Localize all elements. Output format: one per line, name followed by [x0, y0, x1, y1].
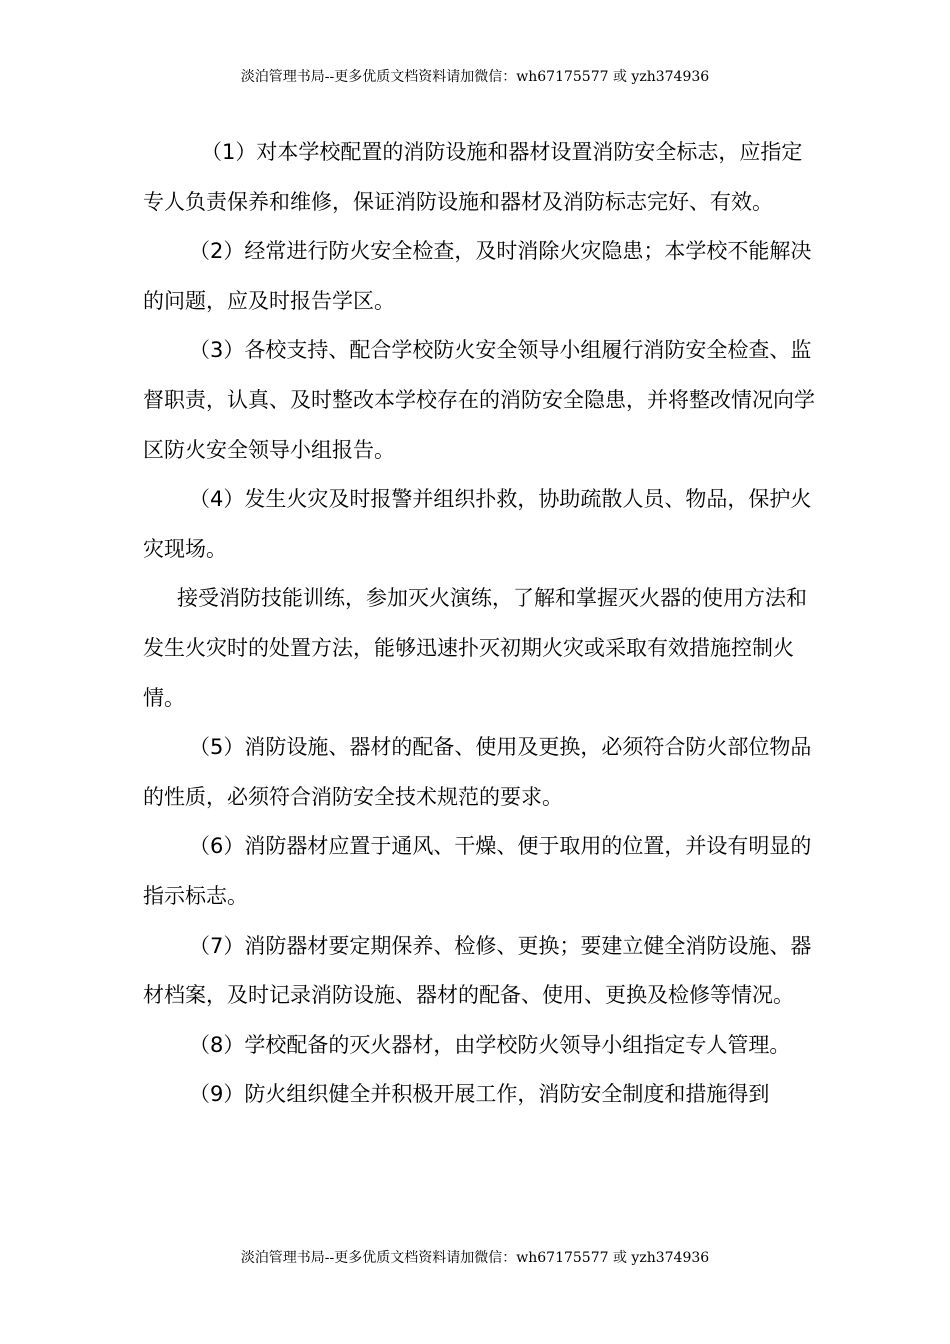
paragraph-7: （6）消防器材应置于通风、干燥、便于取用的位置，并设有明显的指示标志。 [143, 834, 812, 908]
paragraph-1: （1）对本学校配置的消防设施和器材设置消防安全标志，应指定专人负责保养和维修，保证消防设施和器材及消防标志完好、有效。 [143, 140, 803, 214]
paragraph-4: （4）发生火灾及时报警并组织扑救，协助疏散人员、物品，保护火灾现场。 [143, 487, 812, 561]
paragraph-5: 接受消防技能训练，参加灭火演练，了解和掌握灭火器的使用方法和发生火灾时的处置方法，能够迅速扑灭初期火灾或采取有效措施控制火情。 [143, 586, 807, 710]
page-header: 淡泊管理书局--更多优质文档资料请加微信：wh67175577 或 yzh374936 [240, 69, 710, 85]
document-body [143, 128, 823, 1120]
paragraph-9: （8）学校配备的灭火器材，由学校防火领导小组指定专人管理。 [189, 1032, 791, 1057]
paragraph-6: （5）消防设施、器材的配备、使用及更换，必须符合防火部位物品的性质，必须符合消防安全技术规范的要求。 [143, 735, 812, 809]
paragraph-2: （2）经常进行防火安全检查，及时消除火灾隐患；本学校不能解决的问题，应及时报告学区。 [143, 239, 812, 313]
page-footer: 淡泊管理书局--更多优质文档资料请加微信：wh67175577 或 yzh374936 [240, 1250, 710, 1266]
paragraph-10: （9）防火组织健全并积极开展工作，消防安全制度和措施得到 [189, 1082, 770, 1107]
paragraph-8: （7）消防器材要定期保养、检修、更换；要建立健全消防设施、器材档案，及时记录消防设施、器材的配备、使用、更换及检修等情况。 [143, 933, 812, 1008]
paragraph-3: （3）各校支持、配合学校防火安全领导小组履行消防安全检查、监督职责，认真、及时整改本学校存在的消防安全隐患，并将整改情况向学区防火安全领导小组报告。 [143, 338, 815, 462]
